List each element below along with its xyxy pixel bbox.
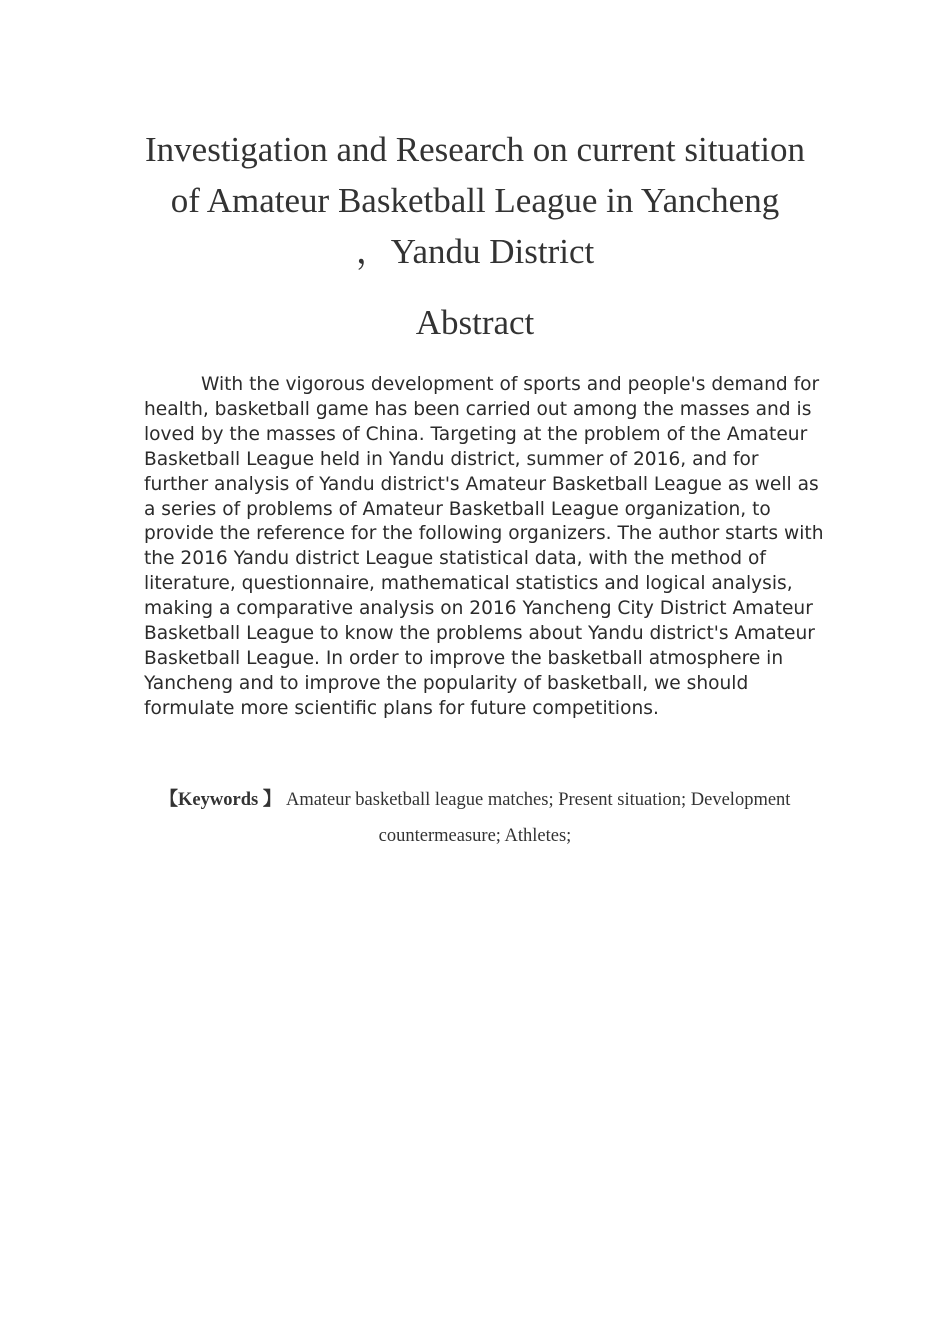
paper-title (120, 124, 830, 277)
title-line-3: ，Yandu District (355, 232, 595, 271)
keywords-line (144, 782, 806, 854)
title-line-2: of Amateur Basketball League in Yancheng (170, 181, 780, 220)
title-line-1: Investigation and Research on current situation (145, 130, 805, 169)
abstract-body: With the vigorous development of sports and people's demand for health, basketball game has been carried out among the masses and is loved by the masses of China. Targeting at the problem of the Amateur Basketball League held in Yandu district, summer of 2016, and for further analysis of Yandu district's Amateur Basketball League as well as a series of problems of Amateur Basketball League organization, to provide the reference for the following organizers. The author starts with the 2016 Yandu district League statistical data, with the method of literature, questionnaire, mathematical statistics and logical analysis, making a comparative analysis on 2016 Yancheng City District Amateur Basketball League to know the problems about Yandu district's Amateur Basketball League. In order to improve the basketball atmosphere in Yancheng and to improve the popularity of basketball, we should formulate more scientific plans for future competitions. (144, 374, 824, 719)
abstract-heading: Abstract (415, 303, 535, 342)
keywords-label: 【Keywords 】 (159, 790, 282, 810)
keywords-text: Amateur basketball league matches; Present situation; Development countermeasure; Athletes; (285, 790, 791, 846)
